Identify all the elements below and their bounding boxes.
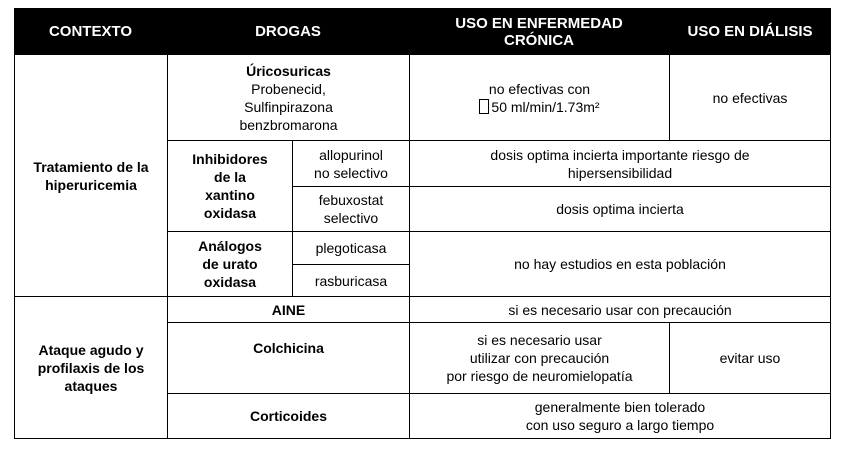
drug-allopurinol: allopurinol no selectivo bbox=[314, 146, 388, 181]
context-ataque-agudo: Ataque agudo y profilaxis de los ataques bbox=[37, 341, 145, 394]
less-than-symbol bbox=[479, 99, 489, 114]
drug-rasburicasa: rasburicasa bbox=[314, 272, 388, 289]
uricosuricas-dialisis: no efectivas bbox=[712, 90, 788, 106]
drug-plegoticasa: plegoticasa bbox=[315, 240, 387, 256]
border-right bbox=[830, 55, 831, 439]
header-contexto: CONTEXTO bbox=[48, 23, 133, 40]
drug-aine: AINE bbox=[271, 301, 306, 318]
colchicina-cronica: si es necesario usar utilizar con precaución por riesgo de neuromielopatía bbox=[446, 332, 633, 384]
corticoides-uso: generalmente bien tolerado con uso seguro a largo tiempo bbox=[525, 399, 715, 433]
allopurinol-uso: dosis optima incierta importante riesgo de hipersensibilidad bbox=[490, 146, 750, 181]
febuxostat-uso: dosis optima incierta bbox=[556, 201, 684, 217]
header-uso-dialisis: USO EN DIÁLISIS bbox=[687, 23, 813, 40]
header-uso-cronica: USO EN ENFERMEDAD CRÓNICA bbox=[455, 14, 623, 49]
analogos-uso: no hay estudios en esta población bbox=[514, 256, 726, 272]
drug-colchicina: Colchicina bbox=[253, 340, 324, 356]
context-hiperuricemia: Tratamiento de la hiperuricemia bbox=[33, 159, 149, 193]
header-drogas: DROGAS bbox=[255, 23, 321, 40]
drug-febuxostat: febuxostat selectivo bbox=[318, 192, 384, 226]
border-bottom bbox=[14, 438, 831, 439]
drug-uricosuricas: Úricosuricas Probenecid, Sulfinpirazona benzbromarona bbox=[239, 63, 338, 133]
drug-group-analogos: Análogos de urato oxidasa bbox=[198, 238, 262, 290]
drug-corticoides: Corticoides bbox=[249, 408, 327, 424]
drug-group-inhibidores: Inhibidores de la xantino oxidasa bbox=[192, 151, 268, 221]
aine-uso: si es necesario usar con precaución bbox=[508, 301, 732, 318]
uricosuricas-cronica: no efectivas con 50 ml/min/1.73m² bbox=[410, 56, 669, 140]
colchicina-dialisis: evitar uso bbox=[719, 350, 781, 366]
